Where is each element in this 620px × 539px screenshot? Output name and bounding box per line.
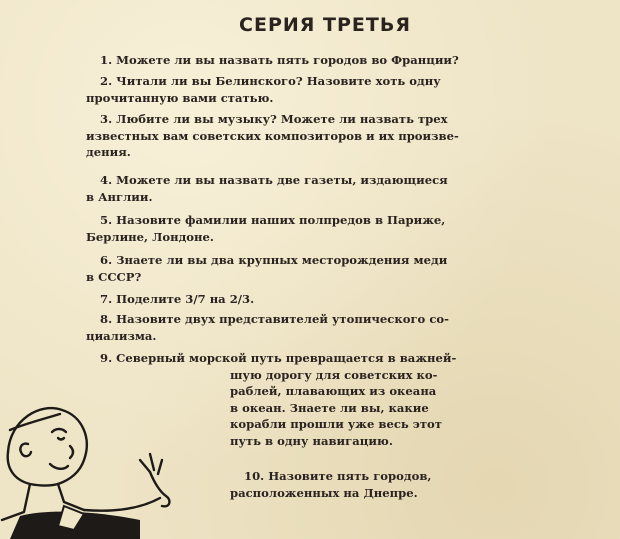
question-6-line-1: 6. Знаете ли вы два крупных месторождения меди <box>100 253 448 267</box>
question-4 <box>86 172 536 205</box>
question-9-line-1: 9. Северный морской путь превращается в важней- <box>100 351 457 365</box>
question-4-line-2: в Англии. <box>86 189 153 204</box>
question-9-line-2: шую дорогу для советских ко- <box>230 367 438 382</box>
question-10-line-2: расположенных на Днепре. <box>230 485 418 500</box>
question-3-line-1: 3. Любите ли вы музыку? Можете ли назвать трех <box>100 112 448 126</box>
question-3 <box>86 111 536 161</box>
page-title: СЕРИЯ ТРЕТЬЯ <box>239 14 411 36</box>
question-10-line-1: 10. Назовите пять городов, <box>244 469 432 483</box>
question-8 <box>86 311 536 344</box>
question-2-line-1: 2. Читали ли вы Белинского? Назовите хоть одну <box>100 74 441 88</box>
question-4-line-1: 4. Можете ли вы назвать две газеты, издающиеся <box>100 173 448 187</box>
question-10 <box>230 468 550 501</box>
question-2 <box>86 73 536 106</box>
question-9-line-6: путь в одну навигацию. <box>230 433 393 448</box>
question-9-line-3: раблей, плавающих из океана <box>230 384 437 399</box>
question-6-line-2: в СССР? <box>86 269 142 284</box>
question-9-line-5: корабли прошли уже весь этот <box>230 417 442 432</box>
question-1 <box>86 52 536 69</box>
question-6 <box>86 252 536 285</box>
question-3-line-3: дения. <box>86 145 131 160</box>
cartoon-boy-illustration <box>0 380 200 539</box>
question-8-line-2: циализма. <box>86 328 157 343</box>
question-5-line-1: 5. Назовите фамилии наших полпредов в Париже, <box>100 213 446 227</box>
question-1-line-1: 1. Можете ли вы назвать пять городов во Франции? <box>100 53 459 67</box>
question-2-line-2: прочитанную вами статью. <box>86 90 274 105</box>
question-7 <box>86 291 386 308</box>
question-5 <box>86 212 536 245</box>
question-9-line-4: в океан. Знаете ли вы, какие <box>230 400 429 415</box>
question-8-line-1: 8. Назовите двух представителей утопического со- <box>100 312 449 326</box>
question-3-line-2: известных вам советских композиторов и их произве- <box>86 128 459 143</box>
question-5-line-2: Берлине, Лондоне. <box>86 229 214 244</box>
question-7-line-1: 7. Поделите 3/7 на 2/3. <box>100 292 255 306</box>
